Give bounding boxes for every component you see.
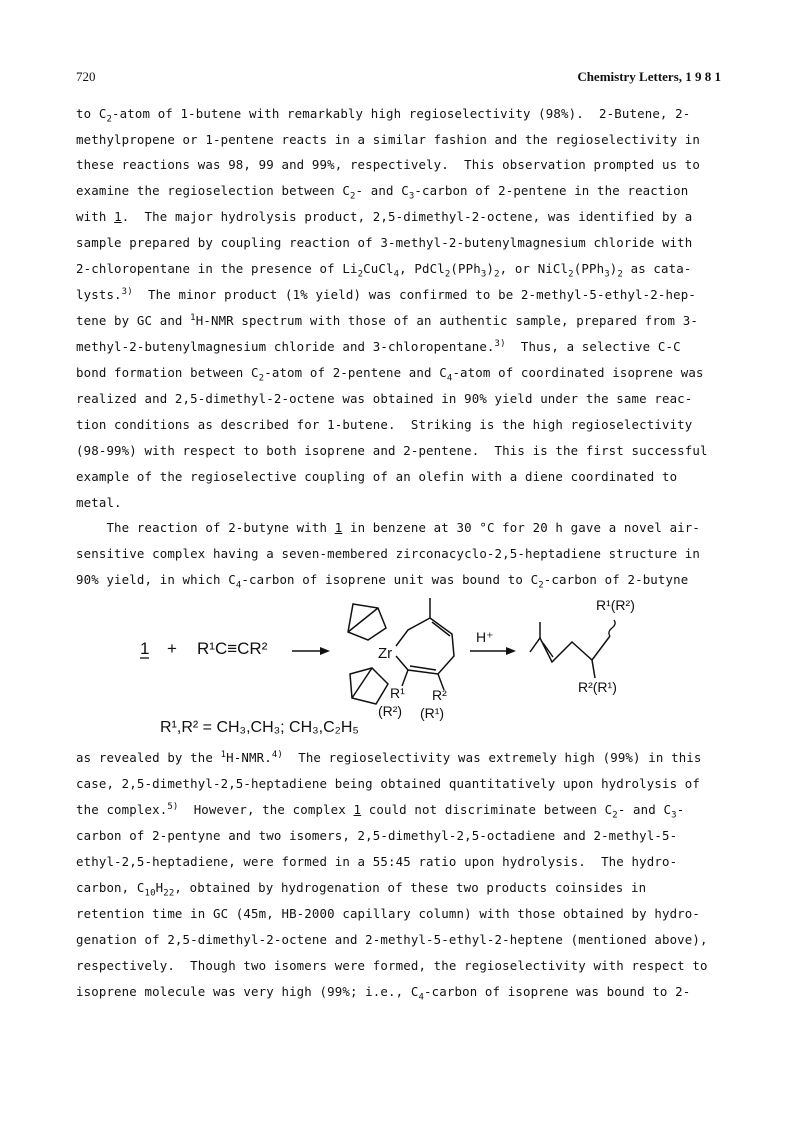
text-line: bond formation between $C_2$-atom of 2-pentene and $C_4$-atom of coordinated isoprene was — [76, 365, 704, 384]
text-line: carbon of 2-pentyne and two isomers, 2,5-dimethyl-2,5-octadiene and 2-methyl-5- — [76, 828, 678, 843]
text-line: carbon, $C_{10}H_{22}$, obtained by hydrogenation of these two products coinsides in — [76, 880, 647, 899]
text-line: genation of 2,5-dimethyl-2-octene and 2-methyl-5-ethyl-2-heptene (mentioned above), — [76, 932, 708, 947]
text-line: these reactions was 98, 99 and 99%, respectively. This observation prompted us to — [76, 157, 701, 172]
text-line: The reaction of 2-butyne with 1 in benzene at 30 °C for 20 h gave a novel air- — [76, 520, 701, 535]
sub-r2-paren: (R²) — [378, 703, 403, 719]
text-line: sensitive complex having a seven-membered zirconacyclo-2,5-heptadiene structure in — [76, 546, 701, 561]
sub-r1-paren: (R¹) — [420, 705, 445, 721]
zirconacycle — [396, 598, 454, 690]
text-line: to $C_2$-atom of 1-butene with remarkably high regioselectivity (98%). 2-Butene, 2- — [76, 106, 691, 125]
text-line: respectively. Though two isomers were formed, the regioselectivity with respect to — [76, 958, 708, 973]
sub-r1: R¹ — [390, 685, 405, 701]
text-line: the complex.$^{5)}$ However, the complex 1 could not discriminate between $C_2-$ and $C_3-$ — [76, 801, 685, 821]
text-line: (98-99%) with respect to both isoprene and 2-pentene. This is the first successful — [76, 443, 708, 458]
text-line: examine the regioselection between $C_2-$ and $C_3$-carbon of 2-pentene in the reaction — [76, 183, 689, 202]
page-number: 720 — [76, 69, 96, 84]
text-line: with 1. The major hydrolysis product, 2,5-dimethyl-2-octene, was identified by a — [76, 209, 693, 224]
product-top-sub: R¹(R²) — [596, 597, 635, 613]
product-skeleton — [530, 620, 615, 678]
text-line: ethyl-2,5-heptadiene, were formed in a 55:45 ratio upon hydrolysis. The hydro- — [76, 854, 678, 869]
cp-ring-bottom — [350, 668, 388, 704]
text-line: 2-chloropentane in the presence of $Li_2CuCl_4$, $PdCl_2(PPh_3)_2$, or $NiCl_2(PPh_3)_2$ as cata- — [76, 261, 692, 280]
text-line: methylpropene or 1-pentene reacts in a similar fashion and the regioselectivity in — [76, 132, 701, 147]
text-line: 90% yield, in which $C_4$-carbon of isoprene unit was bound to $C_2$-carbon of 2-butyne — [76, 572, 689, 591]
text-line: metal. — [76, 495, 122, 510]
text-line: isoprene molecule was very high (99%; i.e., $C_4$-carbon of isoprene was bound to 2- — [76, 984, 691, 1003]
text-line: case, 2,5-dimethyl-2,5-heptadiene being obtained quantitatively upon hydrolysis of — [76, 776, 701, 791]
text-line: tene by GC and $^1$H-NMR spectrum with those of an authentic sample, prepared from 3- — [76, 312, 698, 328]
subst-caption: R¹,R² = CH₃,CH₃; CH₃,C₂H₅ — [160, 719, 359, 736]
journal-title: Chemistry Letters, 1 9 8 1 — [577, 69, 721, 84]
sub-r2: R² — [432, 687, 447, 703]
text-line: lysts.$^{3)}$ The minor product (1% yield) was confirmed to be 2-methyl-5-ethyl-2-hep- — [76, 286, 696, 302]
text-line: tion conditions as described for 1-butene. Striking is the high regioselectivity — [76, 417, 693, 432]
cp-ring-top — [348, 604, 386, 640]
text-line: realized and 2,5-dimethyl-2-octene was obtained in 90% yield under the same reac- — [76, 391, 693, 406]
product-bottom-sub: R²(R¹) — [578, 679, 617, 695]
scheme-reagent-1: 1 — [140, 639, 150, 658]
text-line: example of the regioselective coupling of an olefin with a diene coordinated to — [76, 469, 678, 484]
text-line: as revealed by the $^1$H-NMR.$^{4)}$ The regioselectivity was extremely high (99%) in this — [76, 749, 702, 765]
reaction-scheme — [140, 594, 720, 744]
scheme-alkyne: R¹C≡CR² — [197, 639, 268, 658]
scheme-plus: + — [167, 639, 177, 658]
text-line: sample prepared by coupling reaction of 3-methyl-2-butenylmagnesium chloride with — [76, 235, 693, 250]
zr-atom: Zr — [378, 645, 393, 662]
text-line: retention time in GC (45m, HB-2000 capillary column) with those obtained by hydro- — [76, 906, 701, 921]
hplus-reagent: H⁺ — [476, 629, 494, 645]
text-line: methyl-2-butenylmagnesium chloride and 3-chloropentane.$^{3)}$ Thus, a selective C-C — [76, 338, 681, 354]
